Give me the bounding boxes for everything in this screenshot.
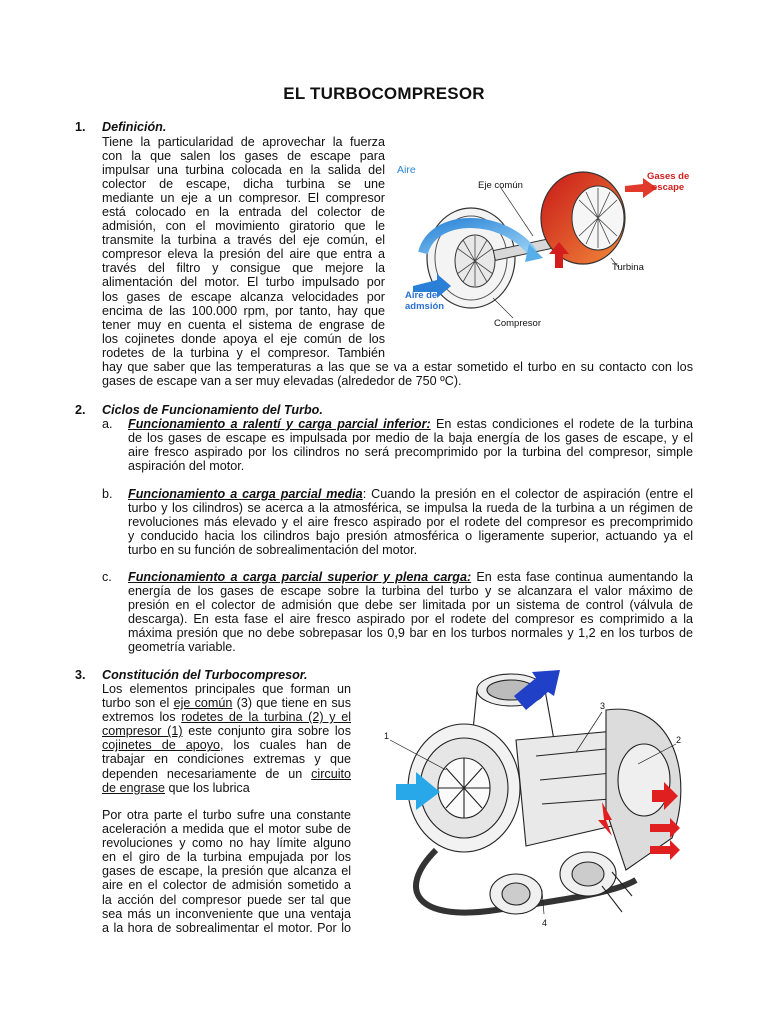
- text-line: geometría variable.: [128, 640, 236, 655]
- text-line: y conducido hacia los cilindros bajo presión atmosférica o ligeramente superior, actuando ya el: [128, 529, 693, 544]
- text-line: energía de los gases de escape sobre la turbina del turbo y se alcanzara el valor máximo de: [128, 584, 693, 599]
- label-4: 4: [542, 918, 548, 928]
- section-2-number: 2.: [75, 403, 86, 417]
- label-aire-admision: Aire de admsión: [405, 290, 445, 312]
- text-line: turbo en su función de sobrealimentación del motor.: [128, 543, 418, 558]
- item-a-letter: a.: [102, 417, 113, 431]
- text-line: tener muy en cuenta el sistema de engrase de: [102, 317, 385, 332]
- text-line: encima de las 100.000 rpm, por tanto, hay que: [102, 303, 385, 318]
- term-cojinetes: cojinetes de apoyo: [102, 738, 221, 753]
- label-aire: Aire: [397, 164, 416, 176]
- term-engrase: de engrase: [102, 780, 166, 795]
- text-line: revoluciones más elevado y el aire fresco aspirado por el rodete del compresor es precomprimido: [128, 515, 693, 530]
- item-b-label: Funcionamiento a carga parcial media: [128, 487, 363, 501]
- section-1-body-wide: [102, 360, 693, 388]
- turbo-assembly-diagram: [376, 660, 702, 932]
- section-3-para-2: [102, 808, 351, 935]
- text-line: los cojinetes donde apoya el eje común de los: [102, 331, 385, 346]
- text-line: gases de escape van a ser muy elevadas (alrededor de 750 ºC).: [102, 374, 462, 389]
- text-line: impulsar una turbina colocada en la salida del: [102, 162, 385, 177]
- text-line: descarga). En esta fase el aire fresco aspirado por el rodete del compresor es comprimido a la: [128, 612, 693, 627]
- term-compresor: compresor (1): [102, 724, 183, 739]
- label-2: 2: [676, 735, 682, 745]
- item-c-label: Funcionamiento a carga parcial superior y plena carga:: [128, 570, 472, 584]
- text-line: está colocado en la entrada del colector de: [102, 204, 385, 219]
- item-b-body: Funcionamiento a carga parcial media: Cuando la presión en el colector de aspiración (entre el turbo y los cilindros) se acerca a la atmosférica, se impulsa la rueda de la turbina a un régimen de revoluciones más elevado y el aire fresco aspirado por el rodete del compresor es precomprimido y conducido hacia los cilindros bajo presión atmosférica o ligeramente superior, actuando ya el turbo en su función de sobrealimentación del motor.: [128, 487, 694, 558]
- text-line: a la hora de sobrealimentar el motor. Por lo: [102, 920, 351, 935]
- section-1-body: [102, 135, 385, 361]
- text-line: sea más un inconveniente que una ventaja: [102, 906, 351, 921]
- label-3: 3: [600, 701, 606, 711]
- text-line: admisión, con el movimiento giratorio que le: [102, 219, 385, 234]
- section-1-heading: Definición.: [102, 120, 167, 134]
- text-line: Tiene la particularidad de aprovechar la fuerza: [102, 134, 385, 149]
- text-line: aire fresco aspirado por los cilindros no será precomprimido por la turbina del compresor, simple: [128, 445, 693, 460]
- text-line: aire en el colector de admisión sometido a: [102, 878, 351, 893]
- text-line: aspiración del motor.: [128, 459, 245, 474]
- item-b-letter: b.: [102, 487, 113, 501]
- item-a-label: Funcionamiento a ralentí y carga parcial inferior:: [128, 417, 431, 431]
- label-1: 1: [384, 731, 390, 741]
- text-line: hay que saber que las temperaturas a las que se va a estar sometido el turbo en su contacto con los: [102, 360, 693, 374]
- text-line: mediante un eje a un compresor. El compresor: [102, 190, 385, 205]
- item-c-letter: c.: [102, 570, 112, 584]
- label-turbina: Turbina: [612, 262, 644, 273]
- text-line: alimentación del motor. El turbo impulsado por: [102, 275, 385, 290]
- item-c-body: Funcionamiento a carga parcial superior y plena carga: En esta fase continua aumentando la energía de los gases de escape sobre la turbina del turbo y se alcanzara el valor máximo de presión en el colector de admisión que debe ser limitada por un sistema de control (válvula de descarga). En esta fase el aire fresco aspirado por el rodete del compresor es comprimido a la máxima presión que no debe sobrepasar los 0,9 bar en los turbos normales y 1,2 en los turbos de geometría variable.: [128, 570, 693, 655]
- text-line: colector de escape, dicha turbina se une: [102, 176, 385, 191]
- section-2-heading: Ciclos de Funcionamiento del Turbo.: [102, 403, 323, 417]
- text-line: transmite la turbina a través del eje común, el: [102, 233, 385, 248]
- text-line: de los gases de escape es impulsada por medio de la baja energía de los gases de escape, y el: [128, 431, 693, 446]
- text-line: con la que salen los gases de escape para: [102, 148, 385, 163]
- item-a-body: Funcionamiento a ralentí y carga parcial inferior: En estas condiciones el rodete de la turbina de los gases de escape es impulsada por medio de la baja energía de los gases de escape, y el aire fresco aspirado por los cilindros no será precomprimido por la turbina del compresor, simple aspiración del motor.: [128, 417, 693, 474]
- text-line: rodetes de la turbina y el compresor. También: [102, 345, 385, 360]
- text-line: máxima presión que no debe sobrepasar los 0,9 bar en los turbos normales y 1,2 en los turbos de: [128, 626, 693, 641]
- text-line: la acción del compresor puede ser tal que: [102, 892, 351, 907]
- term-eje-comun: eje común: [173, 696, 233, 711]
- section-1-number: 1.: [75, 120, 86, 134]
- text-line: presión en el colector de admisión que debe ser limitada por un sistema de control (válvula de: [128, 598, 693, 613]
- text-line: través del filtro y consigue que mejore la: [102, 261, 385, 276]
- section-3-number: 3.: [75, 668, 86, 682]
- text-line: Por otra parte el turbo sufre una constante: [102, 808, 351, 822]
- text-line: compresor eleva la presión del aire que entra a: [102, 247, 385, 262]
- section-3-para-1: Los elementos principales que forman un turbo son el eje común (3) que tiene en sus extremos los rodetes de la turbina (2) y el compresor (1) este conjunto gira sobre los cojinetes de apoyo, los cuales han de trabajar en condiciones extremas y que dependen necesariamente de un circuito de engrase que los lubrica: [102, 682, 351, 795]
- section-3-heading: Constitución del Turbocompresor.: [102, 668, 308, 682]
- label-eje-comun: Eje común: [478, 180, 523, 191]
- text-line: gases de escape, la presión que alcanza el: [102, 864, 351, 879]
- term-rodetes: rodetes de la turbina (2) y el: [181, 710, 351, 725]
- text-line: los gases de escape alcanza velocidades por: [102, 289, 385, 304]
- term-circuito: circuito: [311, 766, 351, 781]
- text-line: aceleración a medida que el motor sube de: [102, 822, 351, 837]
- label-gases-escape: Gases de escape: [647, 171, 690, 193]
- label-compresor: Compresor: [494, 318, 541, 329]
- page-title: EL TURBOCOMPRESOR: [283, 84, 485, 103]
- text-line: turbo y los cilindros) se acerca a la atmosférica, se impulsa la rueda de la turbina a un régimen de: [128, 501, 693, 516]
- text-line: en el giro de la turbina empujada por los: [102, 850, 351, 865]
- text-line: revoluciones y como no hay límite alguno: [102, 836, 351, 851]
